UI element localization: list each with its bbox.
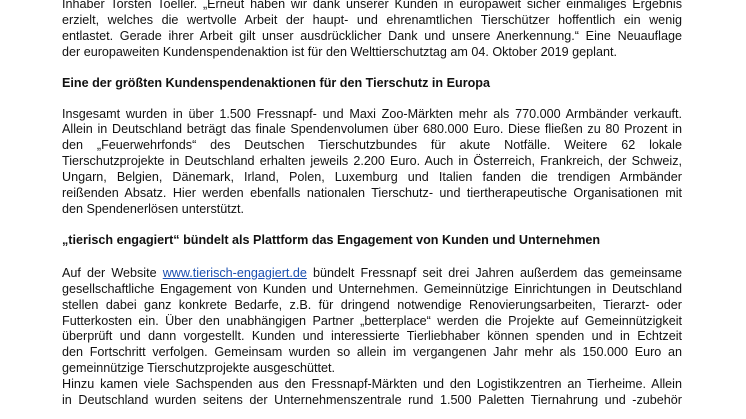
text-line: reißenden Absatz. Hier werden ebenfalls nationalen Tierschutz- und tiertherapeutische Organisationen mit <box>62 186 682 201</box>
text-line: Ungarn, Belgien, Dänemark, Irland, Polen, Luxemburg und Italien fanden die trendigen Armbänder <box>62 170 682 185</box>
text-line: Allein in Deutschland beträgt das finale Spendenvolumen über 680.000 Euro. Diese fließen zu 80 Prozent in <box>62 122 682 137</box>
text-line: überprüft und dann vorgestellt. Kunden und interessierte Tierliebhaber können spenden und in Echtzeit <box>62 329 682 344</box>
text-fragment: Auf der Website <box>62 265 163 280</box>
text-line: den Fortschritt verfolgen. Gemeinsam wurden so allein im vergangenen Jahr mehr als 150.000 Euro an <box>62 345 682 360</box>
tierisch-engagiert-link[interactable]: www.tierisch-engagiert.de <box>162 265 307 280</box>
text-line: in Deutschland wurden seitens der Unternehmenszentrale rund 1.500 Paletten Tiernahrung und -zubehör <box>62 393 682 408</box>
platform-paragraph <box>62 266 682 409</box>
text-line: erzielt, welches die wertvolle Arbeit der haupt- und ehrenamtlichen Tierschützer hoffentlich ein wenig <box>62 12 682 27</box>
text-line: Futterkosten ein. Über den unabhängigen Partner „betterplace“ werden die Projekte auf Gemeinnützigkeit <box>62 313 682 328</box>
text-line <box>62 266 682 282</box>
text-line: stellen dabei ganz konkrete Bedarfe, z.B. für dringend notwendige Renovierungsarbeiten, Tierarzt- oder <box>62 297 682 312</box>
section-heading-donation-campaign: Eine der größten Kundenspendenaktionen für den Tierschutz in Europa <box>62 75 490 90</box>
text-line: Hinzu kamen viele Sachspenden aus den Fressnapf-Märkten und den Logistikzentren an Tierheime. Allein <box>62 377 682 392</box>
donation-results-paragraph <box>62 107 682 218</box>
text-line: Tierschutzprojekte in Deutschland erhalten jeweils 2.200 Euro. Auch in Österreich, Frankreich, der Schweiz, <box>62 154 682 169</box>
text-fragment: bündelt Fressnapf seit drei Jahren außerdem das gemeinsame <box>306 265 682 280</box>
text-line: den „Feuerwehrfonds“ des Deutschen Tierschutzbundes für akute Notfälle. Weitere 62 lokale <box>62 138 682 153</box>
text-line: gesellschaftliche Engagement von Kunden und Unternehmen. Gemeinnützige Einrichtungen in Deutschland <box>62 281 682 296</box>
text-line: den Spendenerlösen unterstützt. <box>62 201 245 216</box>
section-heading-platform: „tierisch engagiert“ bündelt als Plattform das Engagement von Kunden und Unternehmen <box>62 232 601 247</box>
text-line: der europaweiten Kundenspendenaktion ist für den Welttierschutztag am 04. Oktober 2019 geplant. <box>62 44 617 59</box>
text-line: Insgesamt wurden in über 1.500 Fressnapf- und Maxi Zoo-Märkten mehr als 770.000 Armbänder verkauft. <box>62 106 682 121</box>
press-release-page <box>62 0 682 409</box>
text-line: gemeinnützige Tierschutzprojekte ausgeschüttet. <box>62 361 336 376</box>
text-line: Inhaber Torsten Toeller. „Erneut haben wir dank unserer Kunden in europaweit sicher einmaliges Ergebnis <box>62 0 682 11</box>
text-line: entlastet. Gerade ihrer Arbeit gilt unser ausdrücklicher Dank und unsere Anerkennung.“ Eine Neuauflage <box>62 28 682 43</box>
quote-paragraph <box>62 0 682 61</box>
